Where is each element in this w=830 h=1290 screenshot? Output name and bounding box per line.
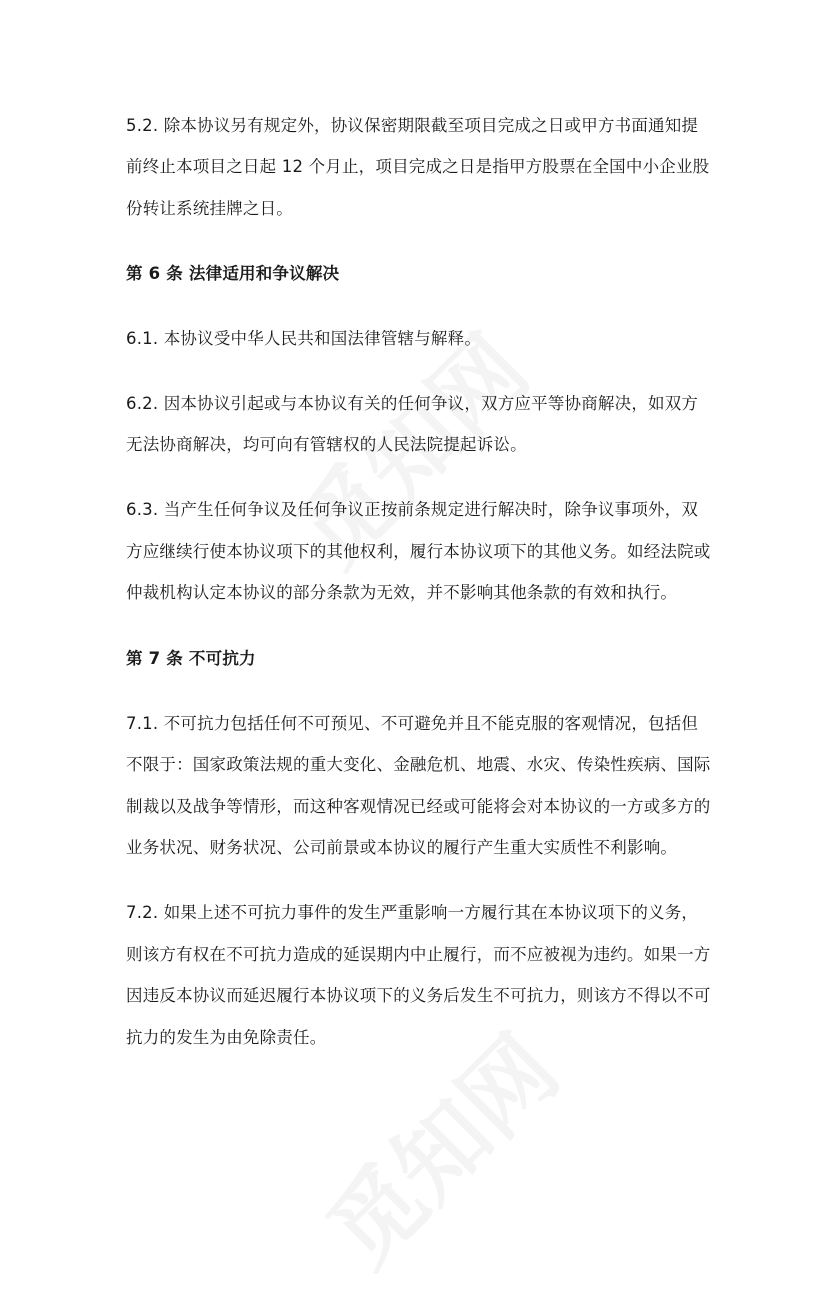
clause-6-2-line-1: 6.2. 因本协议引起或与本协议有关的任何争议，双方应平等协商解决，如双方 — [126, 394, 699, 413]
clause-5-2-line-3: 份转让系统挂牌之日。 — [126, 199, 293, 218]
clause-7-2-line-3: 因违反本协议而延迟履行本协议项下的义务后发生不可抗力，则该方不得以不可 — [126, 986, 711, 1005]
article-7-heading: 第 7 条 不可抗力 — [126, 649, 256, 668]
article-6-heading: 第 6 条 法律适用和争议解决 — [126, 264, 340, 283]
clause-6-3-line-3: 仲裁机构认定本协议的部分条款为无效，并不影响其他条款的有效和执行。 — [126, 583, 678, 602]
clause-7-1-line-2: 不限于：国家政策法规的重大变化、金融危机、地震、水灾、传染性疾病、国际 — [126, 755, 711, 774]
clause-7-1-line-3: 制裁以及战争等情形，而这种客观情况已经或可能将会对本协议的一方或多方的 — [126, 797, 711, 816]
watermark-bottom — [294, 1002, 583, 1290]
clause-6-1-line-1: 6.1. 本协议受中华人民共和国法律管辖与解释。 — [126, 329, 482, 348]
clause-6-2-line-2: 无法协商解决，均可向有管辖权的人民法院提起诉讼。 — [126, 435, 527, 454]
clause-7-2-line-1: 7.2. 如果上述不可抗力事件的发生严重影响一方履行其在本协议项下的义务， — [126, 903, 699, 922]
clause-7-2-line-4: 抗力的发生为由免除责任。 — [126, 1028, 327, 1047]
clause-6-3-line-1: 6.3. 当产生任何争议及任何争议正按前条规定进行解决时，除争议事项外，双 — [126, 500, 699, 519]
clause-7-1-line-4: 业务状况、财务状况、公司前景或本协议的履行产生重大实质性不利影响。 — [126, 838, 678, 857]
clause-7-2-line-2: 则该方有权在不可抗力造成的延误期内中止履行，而不应被视为违约。如果一方 — [126, 945, 711, 964]
clause-7-1-line-1: 7.1. 不可抗力包括任何不可预见、不可避免并且不能克服的客观情况，包括但 — [126, 714, 699, 733]
clause-5-2-line-2: 前终止本项目之日起 12 个月止，项目完成之日是指甲方股票在全国中小企业股 — [126, 157, 710, 176]
clause-5-2-line-1: 5.2. 除本协议另有规定外，协议保密期限截至项目完成之日或甲方书面通知提 — [126, 116, 699, 135]
clause-6-3-line-2: 方应继续行使本协议项下的其他权利，履行本协议项下的其他义务。如经法院或 — [126, 542, 711, 561]
